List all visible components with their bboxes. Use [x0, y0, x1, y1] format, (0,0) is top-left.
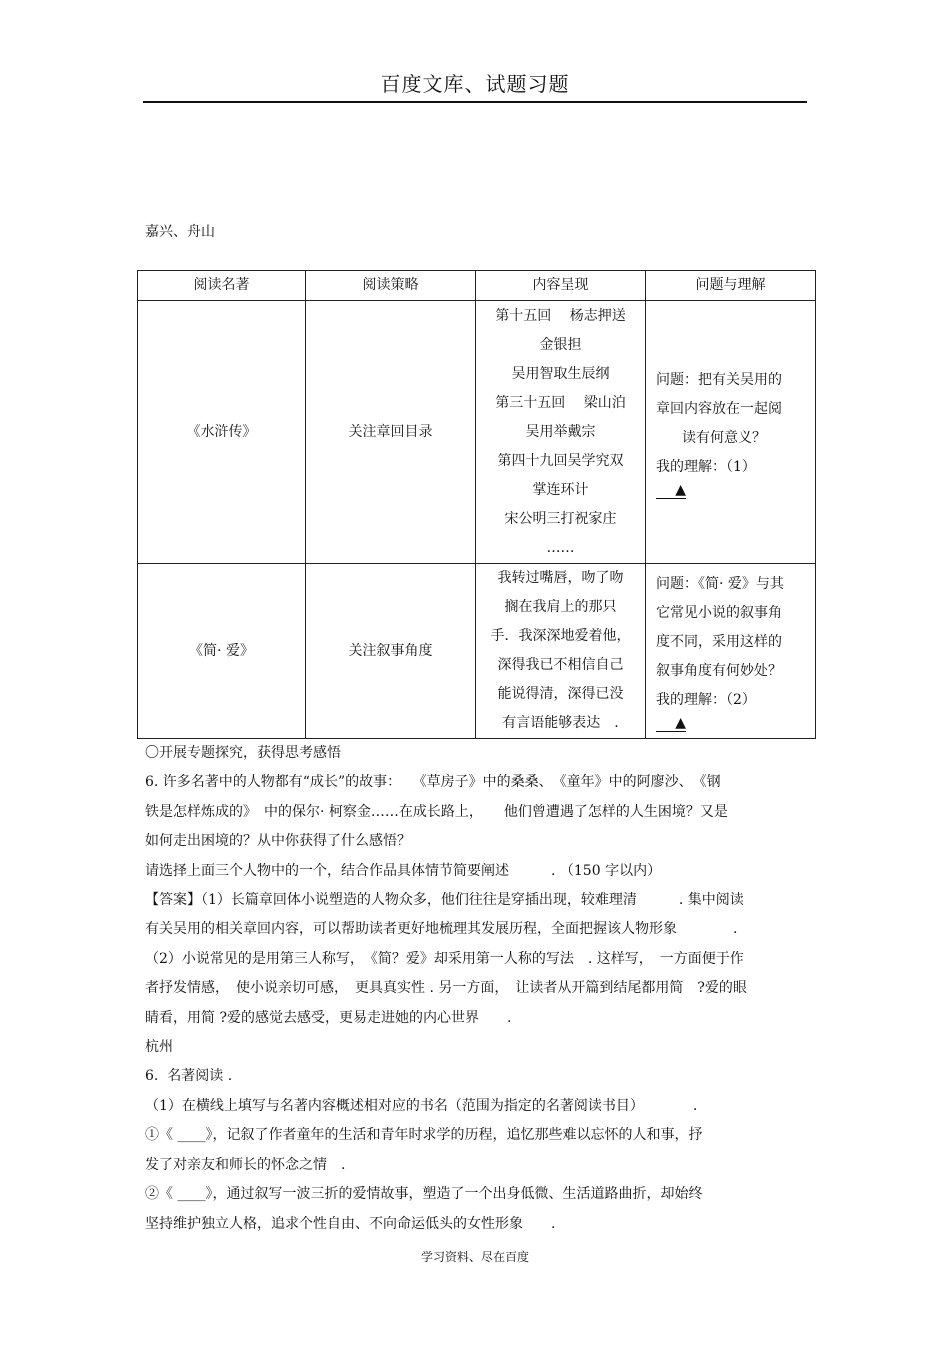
content-line: 第三十五回 梁山泊	[495, 394, 626, 411]
answer-text: 有关吴用的相关章回内容，可以帮助读者更好地梳理其发展历程，全面把握该人物形象 .	[145, 921, 738, 938]
question-text: ②《 ____》，通过叙写一波三折的爱情故事，塑造了一个出身低微、生活道路曲折，却始终	[145, 1186, 703, 1203]
question-text: 6. 名著阅读 .	[145, 1068, 233, 1085]
content-line: 深得我已不相信自己	[497, 657, 624, 673]
content-line: 搁在我肩上的那只	[504, 599, 617, 615]
question-line: 叙事角度有何妙处？	[656, 663, 782, 679]
book-title-cell: 《简· 爱》	[138, 564, 306, 739]
region-label: 杭州	[145, 1039, 173, 1056]
table-row	[138, 564, 816, 739]
answer-line	[656, 453, 809, 499]
answer-text: 【答案】（1）长篇章回体小说塑造的人物众多，他们往往是穿插出现，较难理清 . 集中阅读	[145, 892, 744, 909]
content-line: ……	[546, 539, 575, 556]
table-header-cell: 阅读策略	[306, 271, 476, 301]
answer-blank: ▲	[656, 482, 686, 499]
answer-blank: ▲	[656, 715, 686, 732]
content-line: 掌连环计	[532, 481, 589, 498]
content-line: 有言语能够表达 .	[502, 715, 619, 731]
content-line: 手．我深深地爱着他，	[490, 628, 631, 644]
question-text: 铁是怎样炼成的》 中的保尔· 柯察金……在成长路上， 他们曾遭遇了怎样的人生困境？又是	[145, 803, 728, 820]
question-text: 如何走出困境的？从中你获得了什么感悟？	[145, 833, 411, 850]
content-cell	[476, 564, 646, 739]
content-line: 宋公明三打祝家庄	[504, 510, 617, 527]
question-text: ①《 ____》，记叙了作者童年的生活和青年时求学的历程，追忆那些难以忘怀的人和事，抒	[145, 1127, 703, 1144]
question-text: 请选择上面三个人物中的一个，结合作品具体情节简要阐述 . （150 字以内）	[145, 862, 662, 879]
question-cell	[646, 301, 816, 564]
question-cell	[646, 564, 816, 739]
question-line: 问题：《简· 爱》与其	[656, 576, 784, 592]
question-line: 它常见小说的叙事角	[656, 605, 782, 621]
content-cell	[476, 301, 646, 564]
content-line: 第十五回 杨志押送	[495, 307, 626, 324]
question-line: 读有何意义？	[682, 429, 766, 446]
page-footer: 学习资料、尽在百度	[420, 1250, 529, 1264]
answer-prefix: 我的理解：（2）	[656, 692, 756, 708]
section-heading: 〇开展专题探究，获得思考感悟	[145, 745, 341, 761]
table-header-cell: 阅读名著	[138, 271, 306, 301]
content-line: 我转过嘴唇，吻了吻	[497, 570, 624, 586]
question-text: 发了对亲友和师长的怀念之情 .	[145, 1156, 346, 1173]
table-header-row	[138, 271, 816, 301]
reading-table	[137, 270, 816, 739]
question-line: 章回内容放在一起阅	[656, 400, 782, 417]
content-line: 金银担	[539, 336, 582, 353]
question-line: 度不同，采用这样的	[656, 634, 782, 650]
content-line: 第四十九回吴学究双	[497, 452, 624, 469]
table-header-cell: 内容呈现	[476, 271, 646, 301]
strategy-cell: 关注叙事角度	[306, 564, 476, 739]
answer-text: （2）小说常见的是用第三人称写， 《简？爱》却采用第一人称的写法 . 这样写， 一方面便于作	[145, 950, 744, 967]
header-divider	[143, 101, 807, 103]
question-line: 问题：把有关吴用的	[656, 371, 782, 388]
answer-text: 者抒发情感， 使小说亲切可感， 更具真实性 . 另一方面， 让读者从开篇到结尾都用简 ?爱的眼	[145, 980, 747, 997]
strategy-cell: 关注章回目录	[306, 301, 476, 564]
content-line: 能说得清，深得已没	[497, 686, 624, 702]
answer-text: 睛看，用简 ?爱的感觉去感受，更易走进她的内心世界 .	[145, 1009, 512, 1026]
table-row	[138, 301, 816, 564]
content-line: 吴用举戴宗	[525, 423, 596, 440]
question-text: 坚持维护独立人格，追求个性自由、不向命运低头的女性形象 .	[145, 1215, 556, 1232]
topic-section	[145, 739, 810, 1239]
table-header-cell: 问题与理解	[646, 271, 816, 301]
answer-line	[656, 686, 809, 732]
region-label: 嘉兴、舟山	[145, 224, 215, 240]
question-text: 6. 许多名著中的人物都有“成长”的故事： 《草房子》中的桑桑、 《童年》中的阿廖沙、 《钢	[145, 774, 721, 791]
content-line: 吴用智取生辰纲	[511, 365, 610, 382]
question-text: （1）在横线上填写与名著内容概述相对应的书名（范围为指定的名著阅读书目） .	[145, 1097, 698, 1114]
book-title-cell: 《水浒传》	[138, 301, 306, 564]
answer-prefix: 我的理解：（1）	[656, 458, 756, 475]
page-title: 百度文库、试题习题	[380, 72, 570, 96]
